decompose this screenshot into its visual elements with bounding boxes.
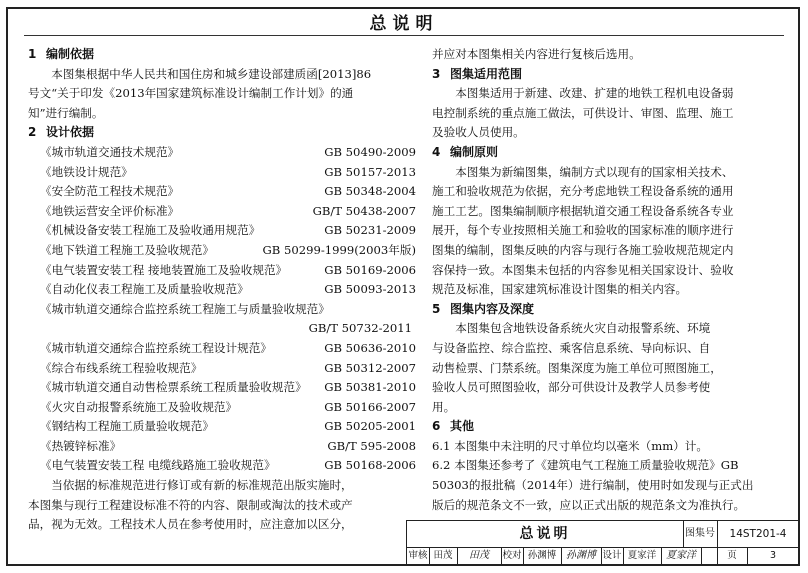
- standard-code: GB 50093-2013: [324, 282, 416, 297]
- standard-item: [28, 456, 416, 476]
- content-line: 动售检票、门禁系统。图集深度为施工单位可照图施工，: [432, 360, 722, 375]
- standard-item: [28, 437, 416, 457]
- standard-name: 《地下铁道工程施工及验收规范》: [40, 242, 214, 257]
- principle-line: 施工工艺。图集编制顺序根据轨道交通工程设备系统各专业: [432, 203, 734, 218]
- section-heading-3: 3 图集适用范围: [432, 66, 523, 81]
- standard-code: GB/T 50438-2007: [312, 203, 416, 218]
- principle-line: 展开，每个专业按照相关施工和验收的国家标准的顺序进行: [432, 223, 734, 238]
- standard-name: 《地铁设计规范》: [40, 164, 133, 179]
- section-heading-4: 4 编制原则: [432, 144, 499, 159]
- standard-name: 《综合布线系统工程验收规范》: [40, 360, 203, 375]
- standard-item: [28, 261, 416, 281]
- left-column: [28, 45, 416, 535]
- standard-code: GB 50312-2007: [324, 360, 416, 375]
- standard-name: 《城市轨道交通综合监控系统工程施工与质量验收规范》: [40, 301, 330, 316]
- other-line: 6.2 本图集还参考了《建筑电气工程施工质量验收规范》GB: [432, 458, 739, 473]
- standard-code: GB 50636-2010: [324, 340, 416, 355]
- standard-name: 《热镀锌标准》: [40, 438, 122, 453]
- standard-item: [28, 359, 416, 379]
- section-heading-5: 5 图集内容及深度: [432, 301, 535, 316]
- standard-code: GB 50231-2009: [324, 223, 416, 238]
- standard-code: GB 50166-2007: [324, 399, 416, 414]
- atlas-number: 14ST201-4: [717, 521, 799, 548]
- standard-name: 《钢结构工程施工质量验收规范》: [40, 419, 214, 434]
- standard-item: [28, 163, 416, 183]
- standard-name: 《城市轨道交通自动售检票系统工程质量验收规范》: [40, 380, 307, 395]
- right-column: [432, 45, 790, 515]
- check-label: 校对: [501, 547, 524, 565]
- standard-item: [28, 182, 416, 202]
- other-line: 50303的报批稿（2014年）进行编制，使用时如发现与正式出: [432, 478, 754, 493]
- standard-code: GB 50205-2001: [324, 419, 416, 434]
- basis-paragraph-line: 知”进行编制。: [28, 105, 104, 120]
- scope-line: 本图集适用于新建、改建、扩建的地铁工程机电设备弱: [455, 86, 734, 101]
- standard-item: [28, 221, 416, 241]
- standard-item: [28, 202, 416, 222]
- checker-name: 孙渊博: [523, 547, 562, 565]
- scope-line: 及验收人员使用。: [432, 125, 525, 140]
- checker-signature: 孙渊博: [561, 547, 602, 565]
- standard-name: 《机械设备安装工程施工及验收通用规范》: [40, 223, 261, 238]
- standard-name: 《城市轨道交通技术规范》: [40, 144, 180, 159]
- content-line: 用。: [432, 399, 456, 414]
- basis-paragraph-line: 本图集根据中华人民共和国住房和城乡建设部建质函[2013]86: [51, 66, 372, 81]
- note-paragraph-line: 当依据的标准规范进行修订或有新的标准规范出版实施时，: [51, 478, 353, 493]
- page-number: 3: [769, 550, 777, 561]
- page-label: 页: [717, 547, 748, 565]
- standard-item: [28, 300, 416, 320]
- title-rule: [24, 35, 784, 36]
- standard-code: GB 50348-2004: [324, 184, 416, 199]
- principle-line: 施工和验收规范为依据，充分考虑地铁工程设备系统的通用: [432, 184, 734, 199]
- section-heading-2: 2 设计依据: [28, 125, 95, 140]
- reviewer-name: 田茂: [429, 547, 458, 565]
- signature-row: [407, 547, 799, 565]
- atlas-number-label: 图集号: [683, 521, 718, 548]
- standard-name: 《电气装置安装工程 接地装置施工及验收规范》: [40, 262, 288, 277]
- standard-code: GB 50381-2010: [324, 380, 416, 395]
- principle-line: 图集的编制，图集反映的内容与现行各施工验收规范规定内: [432, 242, 734, 257]
- standard-name: 《地铁运营安全评价标准》: [40, 203, 180, 218]
- standard-name: 《电气装置安装工程 电缆线路施工验收规范》: [40, 458, 276, 473]
- standard-name: 《自动化仪表工程施工及质量验收规范》: [40, 282, 249, 297]
- scope-line: 电控制系统的重点施工做法，可供设计、审图、监理、施工: [432, 105, 734, 120]
- basis-paragraph-line: 号文“关于印发《2013年国家建筑标准设计编制工作计划》的通: [28, 86, 354, 101]
- standard-item: [28, 280, 416, 300]
- standard-item: [28, 378, 416, 398]
- standard-item: [28, 143, 416, 163]
- standard-item: [28, 339, 416, 359]
- review-label: 审核: [407, 547, 430, 565]
- principle-line: 规范及标准，国家建筑标准设计图集的相关内容。: [432, 282, 688, 297]
- title-block-title: 总说明: [407, 521, 684, 548]
- standard-code: GB/T 50732-2011: [308, 321, 412, 336]
- note-paragraph-line: 本图集与现行工程建设标准不符的内容、限制或淘汰的技术或产: [28, 497, 353, 512]
- content-line: 本图集包含地铁设备系统火灾自动报警系统、环境: [455, 321, 711, 336]
- content-line: 验收人员可照图验收，部分可供设计及教学人员参考使: [432, 380, 711, 395]
- section-heading-1: 1 编制依据: [28, 47, 95, 61]
- note-paragraph-line: 品，视为无效。工程技术人员在参考使用时，应注意加以区分，: [28, 517, 353, 532]
- standard-name: 《火灾自动报警系统施工及验收规范》: [40, 399, 238, 414]
- standard-item: [28, 398, 416, 418]
- standard-code: GB 50299-1999(2003年版): [262, 242, 416, 257]
- standards-list: [28, 339, 416, 476]
- principle-line: 本图集为新编图集，编制方式以现有的国家相关技术、: [455, 164, 734, 179]
- continuation-line: 并应对本图集相关内容进行复核后选用。: [432, 47, 641, 61]
- title-block: [406, 520, 800, 566]
- content-line: 与设备监控、综合监控、乘客信息系统、导向标识、自: [432, 340, 711, 355]
- other-line: 6.1 本图集中未注明的尺寸单位均以毫米（mm）计。: [432, 438, 708, 453]
- standard-name: 《城市轨道交通综合监控系统工程设计规范》: [40, 340, 272, 355]
- page-label-spacer: [701, 547, 718, 565]
- standard-code: GB/T 595-2008: [327, 438, 416, 453]
- standard-item: [28, 241, 416, 261]
- section-heading-6: 6 其他: [432, 419, 475, 434]
- designer-signature: 夏家洋: [661, 547, 702, 565]
- other-line: 版后的规范条文不一致，应以正式出版的规范条文为准执行。: [432, 497, 746, 512]
- standard-code: GB 50169-2006: [324, 262, 416, 277]
- standard-name: 《安全防范工程技术规范》: [40, 184, 180, 199]
- design-label: 设计: [601, 547, 624, 565]
- standard-item: [28, 417, 416, 437]
- designer-name: 夏家洋: [623, 547, 662, 565]
- standards-list: [28, 143, 416, 300]
- principle-line: 容保持一致。本图集未包括的内容参见相关国家设计、验收: [432, 262, 734, 277]
- reviewer-signature: 田茂: [457, 547, 502, 565]
- standard-code: GB 50168-2006: [324, 458, 416, 473]
- page-title: 总说明: [369, 14, 439, 34]
- standard-code: GB 50157-2013: [324, 164, 416, 179]
- standard-code: GB 50490-2009: [324, 144, 416, 159]
